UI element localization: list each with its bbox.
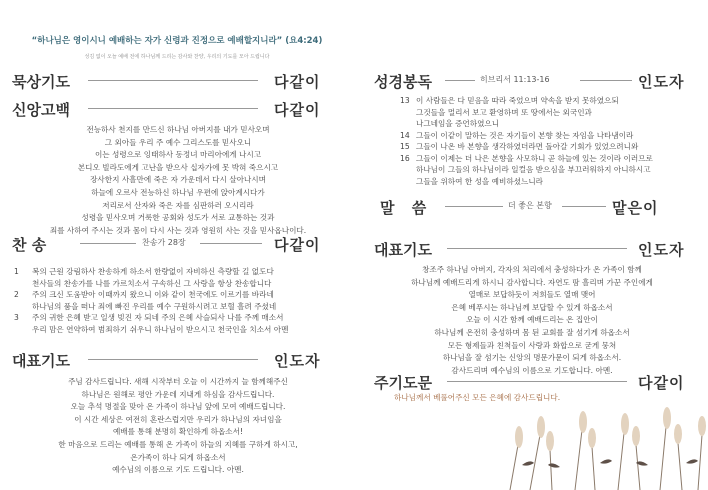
verse-line: 이 사람들은 다 믿음을 따라 죽었으며 약속을 받지 못하였으되 (416, 96, 619, 105)
prayer-line: 감사드리며 예수님의 이름으로 기도합니다. 아멘. (451, 365, 613, 375)
prayer-line: 온가족이 하나 되게 하옵소서 (130, 452, 226, 462)
divider (80, 243, 136, 244)
prayer-line: 하나님을 잘 섬기는 신앙의 명문가문이 되게 하옵소서. (442, 353, 622, 363)
prayer-title: 대표기도 (374, 241, 432, 259)
prayer-line: 예배를 통해 분명히 확인하게 하옵소서! (112, 427, 244, 437)
silent-prayer-leader: 다같이 (274, 73, 321, 91)
prayer-line: 창조주 하나님 아버지, 각자의 처리에서 충성하다가 온 가족이 함께 (422, 265, 642, 274)
divider (445, 206, 503, 207)
hymn-leader: 다같이 (274, 236, 321, 254)
creed-line: 장사한지 사흘만에 죽은 자 가운데서 다시 살아나시며 (90, 175, 266, 185)
verse-number: 15 (400, 142, 410, 151)
hymn-number: 찬송가 28장 (142, 238, 186, 247)
scripture-leader: 인도자 (638, 73, 685, 91)
verse-number: 14 (400, 130, 410, 140)
verse-number: 3 (14, 313, 19, 322)
divider (88, 80, 258, 81)
prayer-text (360, 264, 704, 377)
hymn-title: 찬 송 (12, 236, 47, 254)
lyric-line: 천사들의 찬송가를 나를 가르치소서 구속하신 그 사랑을 항상 찬송합니다 (32, 278, 272, 288)
verse-line: 그들이 나온 바 본향을 생각하였더라면 돌아갈 기회가 있었으려니와 (416, 142, 639, 151)
silent-prayer-title: 묵상기도 (12, 73, 70, 91)
creed-title: 신앙고백 (12, 101, 70, 119)
hymn-lyrics (14, 266, 349, 335)
scripture-text (400, 95, 700, 187)
verse-line: 그들을 위하여 한 성을 예비하셨느니라 (416, 176, 544, 186)
creed-leader: 다같이 (274, 101, 321, 119)
prayer-title: 대표기도 (12, 352, 70, 370)
prayer-line: 은혜 베푸시는 하나님께 보답할 수 있게 하옵소서 (451, 302, 613, 312)
divider (445, 80, 475, 81)
sub-note: 성김 없이 오늘 예배 전에 하나님께 드리는 감사와 찬양, 우리의 기도를 모아 드립니다 (84, 54, 270, 60)
lyric-line: 주의 귀한 은혜 받고 일생 빚진 자 되네 주의 은혜 사슬되사 나를 주께 매소서 (32, 313, 284, 322)
creed-line: 죄를 사하여 주시는 것과 몸이 다시 사는 것과 영원히 사는 것을 믿사옵나이다. (49, 225, 307, 235)
divider (447, 381, 627, 382)
lyric-line: 하나님의 품을 떠나 죄에 빠진 우리를 예수 구원하시려고 보혈 흘려 주셨네 (32, 301, 277, 311)
prayer-line: 한 마음으로 드리는 예배를 통해 온 가족이 하늘의 지혜를 구하게 하시고, (58, 439, 298, 449)
prayer-line: 예수님의 이름으로 기도 드립니다. 아멘. (112, 465, 244, 475)
theme-verse: “하나님은 영이시니 예배하는 자가 신령과 진정으로 예배할지니라” (요4:24) (31, 36, 323, 46)
creed-line: 이는 성령으로 잉태하사 동정녀 마리아에게 나시고 (94, 150, 262, 160)
lyric-line: 주의 크신 도움받아 이때까지 왔으니 이와 같이 천국에도 이르기를 바라네 (32, 290, 274, 299)
verse-line: 그것들을 멀리서 보고 환영하며 또 땅에서는 외국인과 (416, 107, 592, 117)
prayer-leader: 인도자 (638, 241, 685, 259)
scripture-ref: 히브리서 11:13-16 (480, 75, 550, 84)
divider (88, 359, 258, 360)
divider (562, 206, 606, 207)
sermon-title: 말 씀 (380, 199, 433, 217)
verse-number: 1 (14, 267, 19, 276)
prayer-line: 하나님은 원해로 평안 가운데 지내게 하심을 감사드립니다. (81, 389, 275, 399)
prayer-line: 열매로 보답하듯이 저희들도 열매 맺어 (468, 290, 596, 300)
creed-line: 그 외아들 우리 주 예수 그리스도를 믿사오니 (104, 137, 252, 147)
creed-line: 하늘에 오르사 전능하신 하나님 우편에 앉아계시다가 (91, 187, 265, 197)
prayer-line: 모든 형제들과 친척들이 사랑과 화합으로 굳게 뭉쳐 (447, 340, 617, 350)
divider (447, 248, 627, 249)
blessing-text: 하나님께서 베풀어주신 모든 은혜에 감사드립니다. (394, 393, 561, 402)
sermon-topic: 더 좋은 본향 (508, 201, 552, 210)
divider (580, 80, 632, 81)
verse-number: 2 (14, 290, 19, 299)
blessing-title: 주기도문 (374, 374, 432, 392)
sermon-leader: 맡은이 (612, 199, 659, 217)
prayer-line: 오늘 이 시간 함께 예배드리는 온 집안이 (466, 315, 598, 325)
creed-text (0, 124, 356, 237)
verse-line: 그들이 이같이 말하는 것은 자기들이 본향 찾는 자임을 나타냄이라 (416, 130, 634, 140)
creed-line: 저리로서 산자와 죽은 자를 심판하러 오시리라 (102, 200, 254, 210)
verse-number: 16 (400, 153, 410, 163)
verse-line: 그들이 이제는 더 나은 본향을 사모하니 곧 하늘에 있는 것이라 이러므로 (416, 153, 653, 163)
creed-line: 전능하사 천지를 만드신 하나님 아버지를 내가 믿사오며 (86, 125, 270, 134)
verse-line: 나그네임을 증언하였으니 (416, 119, 500, 128)
scripture-title: 성경봉독 (374, 73, 432, 91)
prayer-line: 주님 감사드립니다. 새해 시작부터 오늘 이 시간까지 늘 함께해주신 (68, 377, 288, 386)
prayer-line: 이 시간 세상은 여전히 혼란스럽지만 우리가 하나님의 자녀임을 (74, 414, 282, 424)
divider (88, 108, 258, 109)
verse-number: 13 (400, 96, 410, 105)
creed-line: 성령을 믿사오며 거룩한 공회와 성도가 서로 교통하는 것과 (81, 213, 275, 223)
pampas-grass-illustration (500, 405, 708, 490)
creed-line: 본디오 빌라도에게 고난을 받으사 십자가에 못 박혀 죽으시고 (77, 162, 279, 172)
prayer-line: 오늘 추석 명절을 맞아 온 가족이 하나님 앞에 모여 예배드립니다. (70, 402, 286, 412)
lyric-line: 우리 맘은 연약하여 범죄하기 쉬우니 하나님이 받으시고 천국인을 치소서 아멘 (32, 324, 289, 334)
prayer-line: 하나님께 온전히 충성하며 몸 된 교회를 잘 섬기게 하옵소서 (434, 327, 630, 337)
prayer-text (0, 376, 356, 477)
prayer-line: 하나님께 예배드리게 하시니 감사합니다. 자연도 땀 흘리며 가꾼 주인에게 (411, 277, 653, 287)
verse-line: 하나님이 그들의 하나님이라 일컬음 받으심을 부끄러워하지 아니하시고 (416, 165, 651, 174)
lyric-line: 복의 근원 강림하사 찬송하게 하소서 한량없이 자비하신 측량할 길 없도다 (32, 267, 274, 276)
blessing-leader: 다같이 (638, 374, 685, 392)
divider (200, 243, 262, 244)
prayer-leader: 인도자 (274, 352, 321, 370)
